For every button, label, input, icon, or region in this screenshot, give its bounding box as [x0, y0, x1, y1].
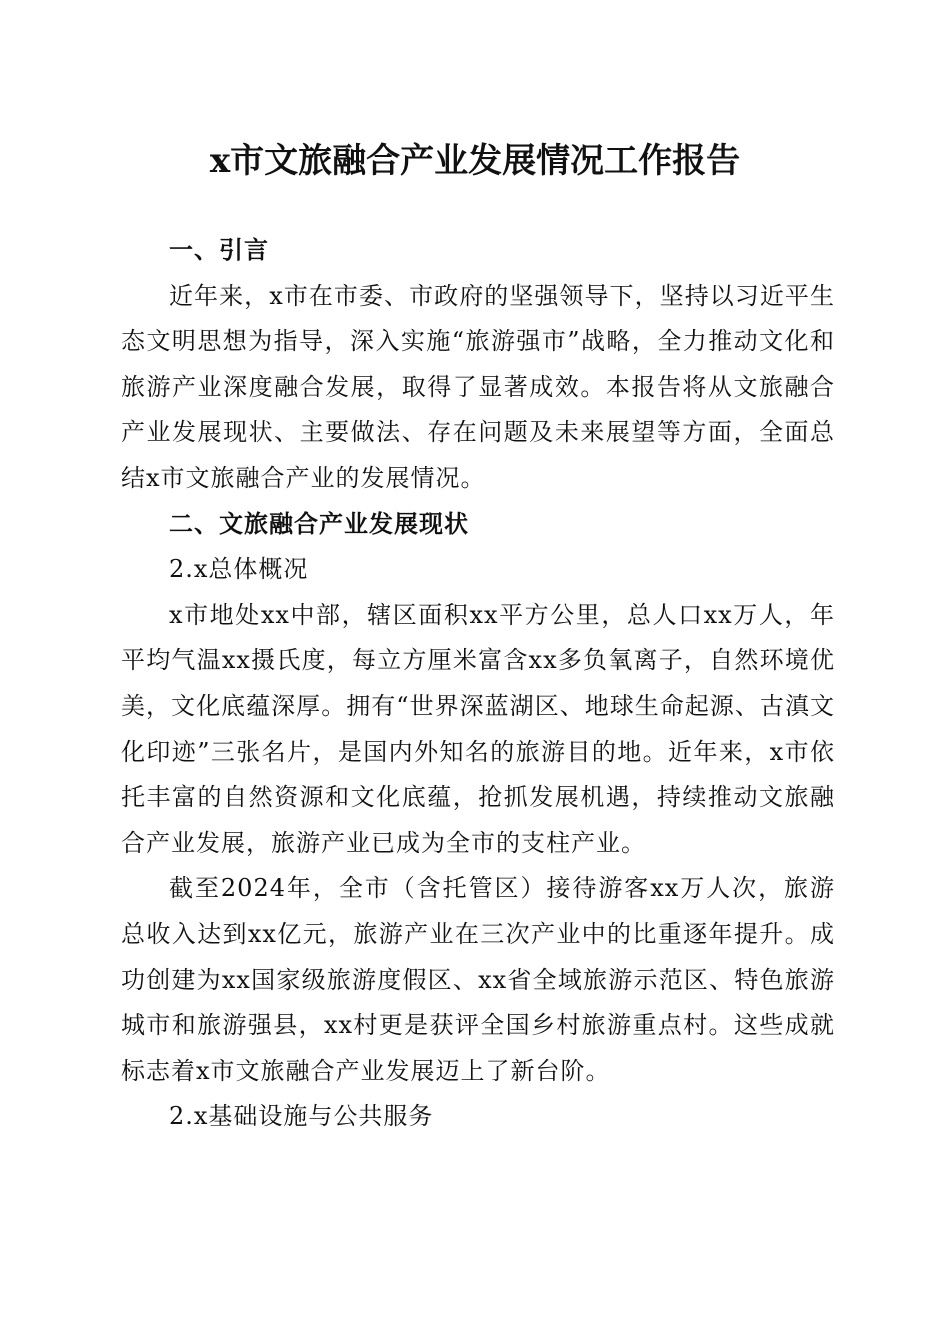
paragraph-overview: x市地处xx中部，辖区面积xx平方公里，总人口xx万人，年平均气温xx摄氏度，每立方厘米富含xx多负氧离子，自然环境优美，文化底蕴深厚。拥有“世界深蓝湖区、地球生命起源、古滇文化印迹”三张名片，是国内外知名的旅游目的地。近年来，x市依托丰富的自然资源和文化底蕴，抢抓发展机遇，持续推动文旅融合产业发展，旅游产业已成为全市的支柱产业。 — [121, 600, 835, 857]
document-body — [121, 228, 835, 1140]
subsection-heading-overview: 2.x总体概况 — [169, 555, 309, 584]
subsection-heading-infrastructure: 2.x基础设施与公共服务 — [169, 1102, 434, 1131]
paragraph-introduction: 近年来，x市在市委、市政府的坚强领导下，坚持以习近平生态文明思想为指导，深入实施“旅游强市”战略，全力推动文化和旅游产业深度融合发展，取得了显著成效。本报告将从文旅融合产业发展现状、主要做法、存在问题及未来展望等方面，全面总结x市文旅融合产业的发展情况。 — [121, 281, 835, 492]
section-heading-introduction: 一、引言 — [169, 236, 269, 264]
paragraph-achievements: 截至2024年，全市（含托管区）接待游客xx万人次，旅游总收入达到xx亿元，旅游产业在三次产业中的比重逐年提升。成功创建为xx国家级旅游度假区、xx省全域旅游示范区、特色旅游城市和旅游强县，xx村更是获评全国乡村旅游重点村。这些成就标志着x市文旅融合产业发展迈上了新台阶。 — [121, 874, 835, 1085]
section-heading-status: 二、文旅融合产业发展现状 — [169, 509, 469, 538]
document-title: x市文旅融合产业发展情况工作报告 — [209, 141, 741, 181]
